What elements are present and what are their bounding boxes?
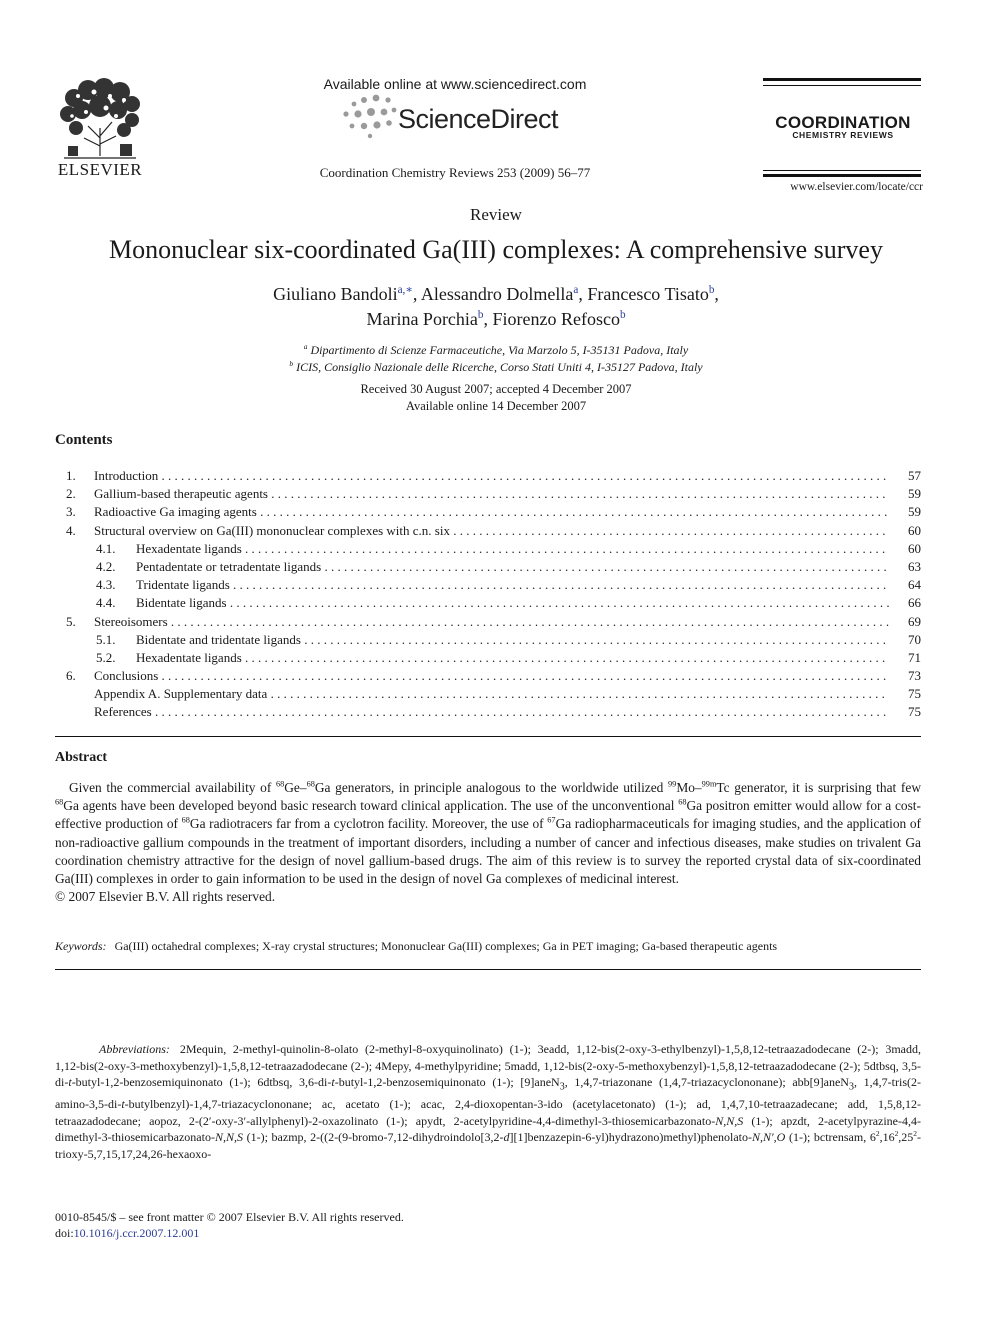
abbreviations-label: Abbreviations:	[99, 1042, 170, 1056]
toc-entry[interactable]	[55, 631, 921, 649]
toc-number: 4.3.	[96, 577, 116, 593]
journal-logo-title: COORDINATION	[775, 113, 911, 132]
abstract-text: Given the commercial availability of $^{68}$Ge–$^{68}$Ga generators, in principle analogous to the worldwide utilized $^{99}$Mo–$^{99m}$Tc generator, it is surprising that few $^{68}$Ga agents have been developed beyond basic research toward clinical application. The use of the unconventional $^{68}$Ga positron emitter would allow for a cost-effective production of $^{68}$Ga radiotracers far from a cyclotron facility. Moreover, the use of $^{67}$Ga radiopharmaceuticals for imaging studies, and the application of non-radioactive gallium compounds in the treatment of important disorders, including a number of cancer and infectious diseases, make studies on trivalent Ga coordination chemistry attractive for the design of novel gallium-based drugs. The aim of this review is to survey the reported crystal data of six-coordinated Ga(III) complexes in order to gain information to be used in the design of novel Ga complexes of medicinal interest.	[55, 779, 921, 887]
toc-page-number: 66	[908, 595, 921, 611]
toc-label[interactable]: References . . .	[94, 703, 889, 721]
toc-number: 2.	[66, 486, 76, 502]
article-title: Mononuclear six-coordinated Ga(III) complexes: A comprehensive survey	[109, 235, 883, 264]
toc-page-number: 75	[908, 704, 921, 720]
keywords	[55, 939, 921, 954]
toc-page-number: 60	[908, 540, 921, 556]
toc-page-number: 70	[908, 631, 921, 647]
abstract-copyright: © 2007 Elsevier B.V. All rights reserved.	[55, 889, 276, 905]
abbreviations	[55, 1041, 921, 1163]
toc-label[interactable]: Stereoisomers . . .	[94, 613, 889, 631]
abstract-body	[55, 779, 921, 906]
abbreviations-text: 2Mequin, 2-methyl-quinolin-8-olato (2-methyl-8-oxyquinolinato) (1-); 3eadd, 1,12-bis(2-oxy-3-ethylbenzyl)-1,5,8,12-tetraazadodecane (2-); 3madd, 1,12-bis(2-oxy-3-methoxybenzyl)-1,5,8,12-tetraazadodecane (2-); 4Mepy, 4-methylpyridine; 5madd, 1,12-bis(2-oxy-5-methoxybenzyl)-1,5,8,12-tetraazadodecane (2-); 5dtbsq, 3,5-di-t-butyl-1,2-benzosemiquinonato (1-); 6dtbsq, 3,6-di-t-butyl-1,2-benzosemiquinonato (1-); [9]aneN$_3$, 1,4,7-triazonane (1,4,7-triazacyclononane); abb[9]aneN$_3$, 1,4,7-tris(2-amino-3,5-di-t-butylbenzyl)-1,4,7-triazacyclononane; ac, acetato (1-); acac, 2,4-dioxopentan-3-ido (acetylacetonato) (1-); ad, 1,4,7,10-tetraazadecane; add, 1,5,8,12-tetraazadodecane; aopoz, 2-(2′-oxy-3′-allylphenyl)-2-oxazolinato (1-); apydt, 2-acetylpyridine-4,4-dimethyl-3-thiosemicarbazonato-N,N,S (1-); apzdt, 2-acetylpyrazine-4,4-dimethyl-3-thiosemicarbazonato-N,N,S (1-); bazmp, 2-((2-(9-bromo-7,12-dihydroindolo[3,2-d][1]benzazepin-6-yl)hydrazono)methyl)phenolato-N,N′,O (1-); bctrensam, $6^2,16^2,25^2-trioxy-5,7,15,17,24,26-hexaoxo-$	[55, 1042, 921, 1161]
toc-page-number: 73	[908, 668, 921, 684]
issn-line: 0010-8545/$ – see front matter © 2007 Elsevier B.V. All rights reserved.	[55, 1210, 404, 1224]
toc-page-number: 69	[908, 613, 921, 629]
keywords-text: Ga(III) octahedral complexes; X-ray crystal structures; Mononuclear Ga(III) complexes; Ga in PET imaging; Ga-based therapeutic agents	[114, 939, 778, 953]
abstract-top-rule	[55, 736, 921, 737]
toc-entry[interactable]	[55, 703, 921, 721]
toc-number: 5.	[66, 613, 76, 629]
authors-line-2: Marina Porchia$^b$, Fiorenzo Refosco$^b$	[366, 309, 626, 329]
toc-label[interactable]: Hexadentate ligands . . .	[136, 540, 889, 558]
authors-line-1: Giuliano Bandoli$^{a,∗}$, Alessandro Dolmella$^a$, Francesco Tisato$^b$,	[273, 284, 719, 304]
toc-page-number: 57	[908, 468, 921, 483]
toc-label[interactable]: Structural overview on Ga(III) mononuclear complexes with c.n. six . . .	[94, 522, 889, 540]
article-type: Review	[470, 205, 522, 224]
toc-number: 5.1.	[96, 631, 116, 647]
front-matter	[55, 1209, 404, 1241]
contents-heading: Contents	[55, 432, 113, 448]
author-affiliation-mark[interactable]: b	[477, 309, 484, 321]
toc-entry[interactable]	[55, 503, 921, 521]
author-affiliation-mark[interactable]: b	[619, 309, 626, 321]
toc-number: 4.1.	[96, 540, 116, 556]
table-of-contents	[55, 467, 921, 722]
header-rule-top-2	[763, 85, 921, 86]
author-name: Fiorenzo Refosco	[492, 309, 620, 329]
toc-entry[interactable]	[55, 685, 921, 703]
doi-link[interactable]: 10.1016/j.ccr.2007.12.001	[73, 1226, 200, 1240]
toc-page-number: 64	[908, 577, 921, 593]
toc-label[interactable]: Bidentate ligands . . .	[136, 594, 889, 612]
journal-citation: Coordination Chemistry Reviews 253 (2009) 56–77	[319, 165, 591, 180]
toc-entry[interactable]	[55, 649, 921, 667]
toc-entry[interactable]	[55, 576, 921, 594]
toc-page-number: 60	[908, 522, 921, 538]
author-affiliation-mark[interactable]: b	[708, 284, 715, 296]
author-name: Francesco Tisato	[587, 284, 709, 304]
toc-label[interactable]: Hexadentate ligands . . .	[136, 649, 889, 667]
toc-label[interactable]: Introduction . . .	[94, 467, 889, 485]
available-date: Available online 14 December 2007	[405, 399, 587, 413]
header-rule-bottom-2	[763, 174, 921, 177]
header-rule-top-1	[763, 78, 921, 81]
toc-number: 4.4.	[96, 595, 116, 611]
received-dates: Received 30 August 2007; accepted 4 December 2007	[360, 382, 632, 396]
keywords-label: Keywords:	[55, 939, 107, 953]
toc-entry[interactable]	[55, 558, 921, 576]
affiliation-a: $^a$ Dipartimento di Scienze Farmaceutiche, Via Marzolo 5, I-35131 Padova, Italy	[303, 342, 689, 357]
toc-number: 1.	[66, 468, 76, 483]
author-affiliation-mark[interactable]: a,∗	[397, 284, 413, 296]
toc-label[interactable]: Radioactive Ga imaging agents . . .	[94, 503, 889, 521]
publisher-name: ELSEVIER	[57, 160, 143, 179]
toc-entry[interactable]	[55, 613, 921, 631]
toc-entry[interactable]	[55, 467, 921, 485]
toc-label[interactable]: Bidentate and tridentate ligands . . .	[136, 631, 889, 649]
sciencedirect-logo-text: ScienceDirect	[398, 104, 559, 134]
doi-line: doi:10.1016/j.ccr.2007.12.001	[55, 1226, 200, 1240]
author-name: Giuliano Bandoli	[273, 284, 398, 304]
toc-entry[interactable]	[55, 540, 921, 558]
available-online-text[interactable]: Available online at www.sciencedirect.com	[323, 76, 587, 92]
author-name: Alessandro Dolmella	[420, 284, 574, 304]
toc-label[interactable]: Pentadentate or tetradentate ligands . . .	[136, 558, 889, 576]
abstract-heading: Abstract	[55, 750, 108, 765]
toc-page-number: 71	[908, 649, 921, 665]
author-name: Marina Porchia	[366, 309, 478, 329]
toc-page-number: 63	[908, 558, 921, 574]
toc-label[interactable]: Appendix A. Supplementary data . . .	[94, 685, 889, 703]
toc-entry[interactable]	[55, 522, 921, 540]
toc-number: 5.2.	[96, 649, 116, 665]
journal-logo-subtitle: CHEMISTRY REVIEWS	[792, 130, 894, 140]
toc-number: 6.	[66, 668, 76, 684]
abstract-bottom-rule	[55, 969, 921, 970]
journal-url[interactable]: www.elsevier.com/locate/ccr	[790, 181, 923, 193]
affiliation-b: $^b$ ICIS, Consiglio Nazionale delle Ricerche, Corso Stati Uniti 4, I-35127 Padova, Italy	[289, 359, 703, 374]
toc-number: 3.	[66, 504, 76, 520]
toc-entry[interactable]	[55, 667, 921, 685]
toc-label[interactable]: Conclusions . . .	[94, 667, 889, 685]
toc-page-number: 75	[908, 686, 921, 702]
toc-number: 4.2.	[96, 558, 116, 574]
toc-entry[interactable]	[55, 594, 921, 612]
toc-label[interactable]: Gallium-based therapeutic agents . . .	[94, 485, 889, 503]
toc-page-number: 59	[908, 486, 921, 502]
toc-label[interactable]: Tridentate ligands . . .	[136, 576, 889, 594]
header-rule-bottom-1	[763, 170, 921, 171]
toc-entry[interactable]	[55, 485, 921, 503]
toc-page-number: 59	[908, 504, 921, 520]
toc-number: 4.	[66, 522, 76, 538]
author-affiliation-mark[interactable]: a	[573, 284, 579, 296]
